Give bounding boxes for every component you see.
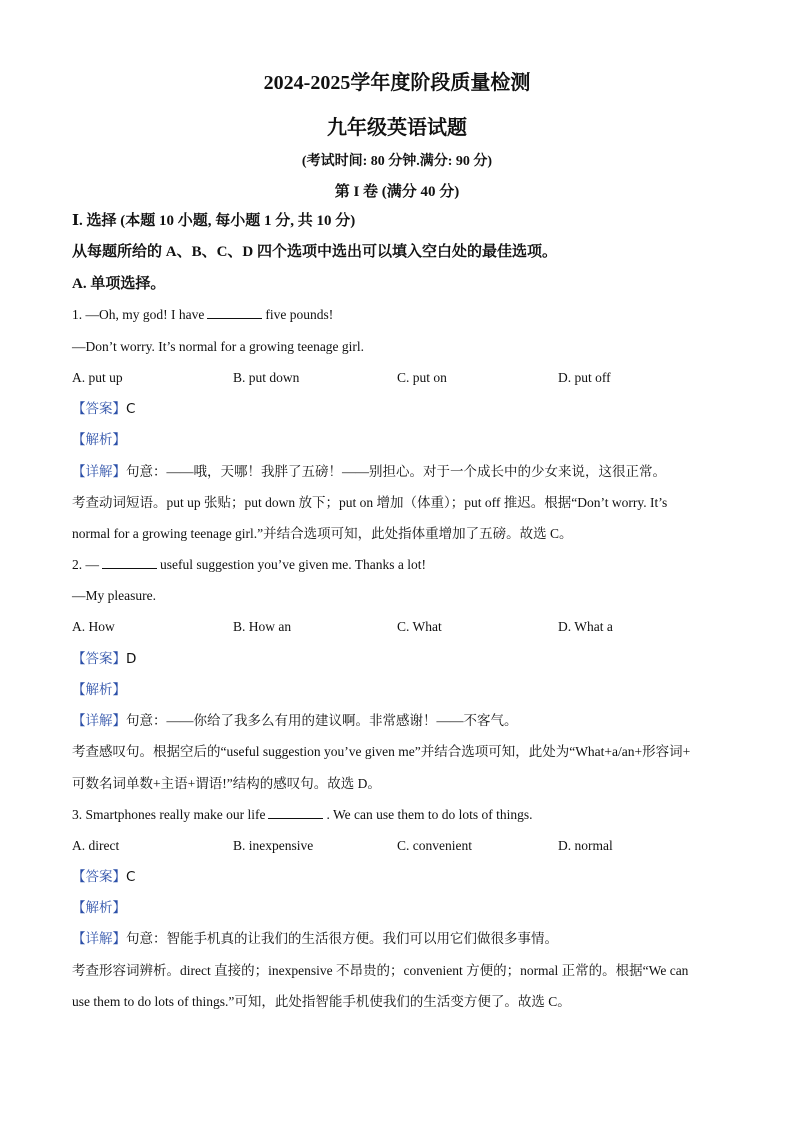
question-stem-before: 2. — — [72, 557, 99, 572]
question-3-option-c: C. convenient — [397, 838, 472, 853]
question-3-detail-1 — [72, 930, 558, 948]
analysis-label: 【解析】 — [72, 432, 126, 448]
answer-blank — [268, 806, 323, 819]
question-3-answer — [72, 868, 135, 886]
volume-heading: 第 I 卷 (满分 40 分) — [334, 184, 460, 200]
question-stem-after: . We can use them to do lots of things. — [326, 807, 533, 822]
section-instruction: 从每题所给的 A、B、C、D 四个选项中选出可以填入空白处的最佳选项。 — [72, 244, 558, 260]
section-heading: Ⅰ. 选择 (本题 10 小题, 每小题 1 分, 共 10 分) — [72, 213, 356, 229]
exam-title: 2024-2025学年度阶段质量检测 — [263, 72, 531, 94]
answer-blank — [207, 306, 262, 319]
question-1-option-b: B. put down — [233, 370, 300, 385]
detail-text: 句意：——你给了我多么有用的建议啊。非常感谢！——不客气。 — [126, 713, 518, 728]
question-2-detail-3: 可数名词单数+主语+谓语!”结构的感叹句。故选 D。 — [72, 776, 381, 791]
answer-value: C — [126, 869, 136, 885]
question-2-reply: —My pleasure. — [72, 588, 156, 603]
question-2-detail-2: 考查感叹句。根据空后的“useful suggestion you’ve given me”并结合选项可知，此处为“What+a/an+形容词+ — [72, 744, 691, 759]
question-3-option-b: B. inexpensive — [233, 838, 314, 853]
question-3-stem — [72, 806, 532, 824]
question-stem-before: 1. —Oh, my god! I have — [72, 307, 205, 322]
question-stem-before: 3. Smartphones really make our life — [72, 807, 266, 822]
question-1-option-d: D. put off — [558, 370, 611, 385]
detail-label: 【详解】 — [72, 713, 126, 729]
question-2-answer — [72, 650, 136, 668]
exam-info: (考试时间: 80 分钟.满分: 90 分) — [301, 154, 493, 169]
question-2-option-a: A. How — [72, 619, 115, 634]
question-1-analysis — [72, 431, 126, 449]
question-1-option-a: A. put up — [72, 370, 123, 385]
analysis-label: 【解析】 — [72, 900, 126, 916]
question-2-detail-1 — [72, 712, 518, 730]
question-2-stem — [72, 556, 426, 574]
question-1-detail-3: normal for a growing teenage girl.”并结合选项可知，此处指体重增加了五磅。故选 C。 — [72, 526, 573, 541]
answer-label: 【答案】 — [72, 401, 126, 417]
question-1-detail-1 — [72, 463, 666, 481]
answer-label: 【答案】 — [72, 651, 126, 667]
answer-value: D — [126, 651, 137, 667]
question-1-option-c: C. put on — [397, 370, 447, 385]
detail-text: 句意：——哦，天哪！我胖了五磅！——别担心。对于一个成长中的少女来说，这很正常。 — [126, 464, 666, 479]
detail-label: 【详解】 — [72, 931, 126, 947]
question-3-detail-2: 考查形容词辨析。direct 直接的；inexpensive 不昂贵的；convenient 方便的；normal 正常的。根据“We can — [72, 963, 689, 978]
question-2-option-d: D. What a — [558, 619, 613, 634]
question-3-option-d: D. normal — [558, 838, 613, 853]
question-2-analysis — [72, 681, 126, 699]
question-3-analysis — [72, 899, 126, 917]
question-3-option-a: A. direct — [72, 838, 120, 853]
part-heading: A. 单项选择。 — [72, 276, 166, 292]
analysis-label: 【解析】 — [72, 682, 126, 698]
question-2-option-b: B. How an — [233, 619, 292, 634]
detail-label: 【详解】 — [72, 464, 126, 480]
detail-text: 句意：智能手机真的让我们的生活很方便。我们可以用它们做很多事情。 — [126, 931, 558, 946]
question-1-answer — [72, 400, 135, 418]
answer-label: 【答案】 — [72, 869, 126, 885]
question-stem-after: five pounds! — [265, 307, 334, 322]
question-1-reply: —Don’t worry. It’s normal for a growing teenage girl. — [72, 339, 365, 354]
answer-blank — [102, 556, 157, 569]
question-3-detail-3: use them to do lots of things.”可知，此处指智能手机使我们的生活变方便了。故选 C。 — [72, 994, 571, 1009]
question-1-detail-2: 考查动词短语。put up 张贴；put down 放下；put on 增加（体重）；put off 推迟。根据“Don’t worry. It’s — [72, 495, 668, 510]
question-1-stem — [72, 306, 333, 324]
question-2-option-c: C. What — [397, 619, 442, 634]
question-stem-after: useful suggestion you’ve given me. Thanks a lot! — [160, 557, 426, 572]
answer-value: C — [126, 401, 136, 417]
exam-subtitle: 九年级英语试题 — [327, 117, 467, 139]
